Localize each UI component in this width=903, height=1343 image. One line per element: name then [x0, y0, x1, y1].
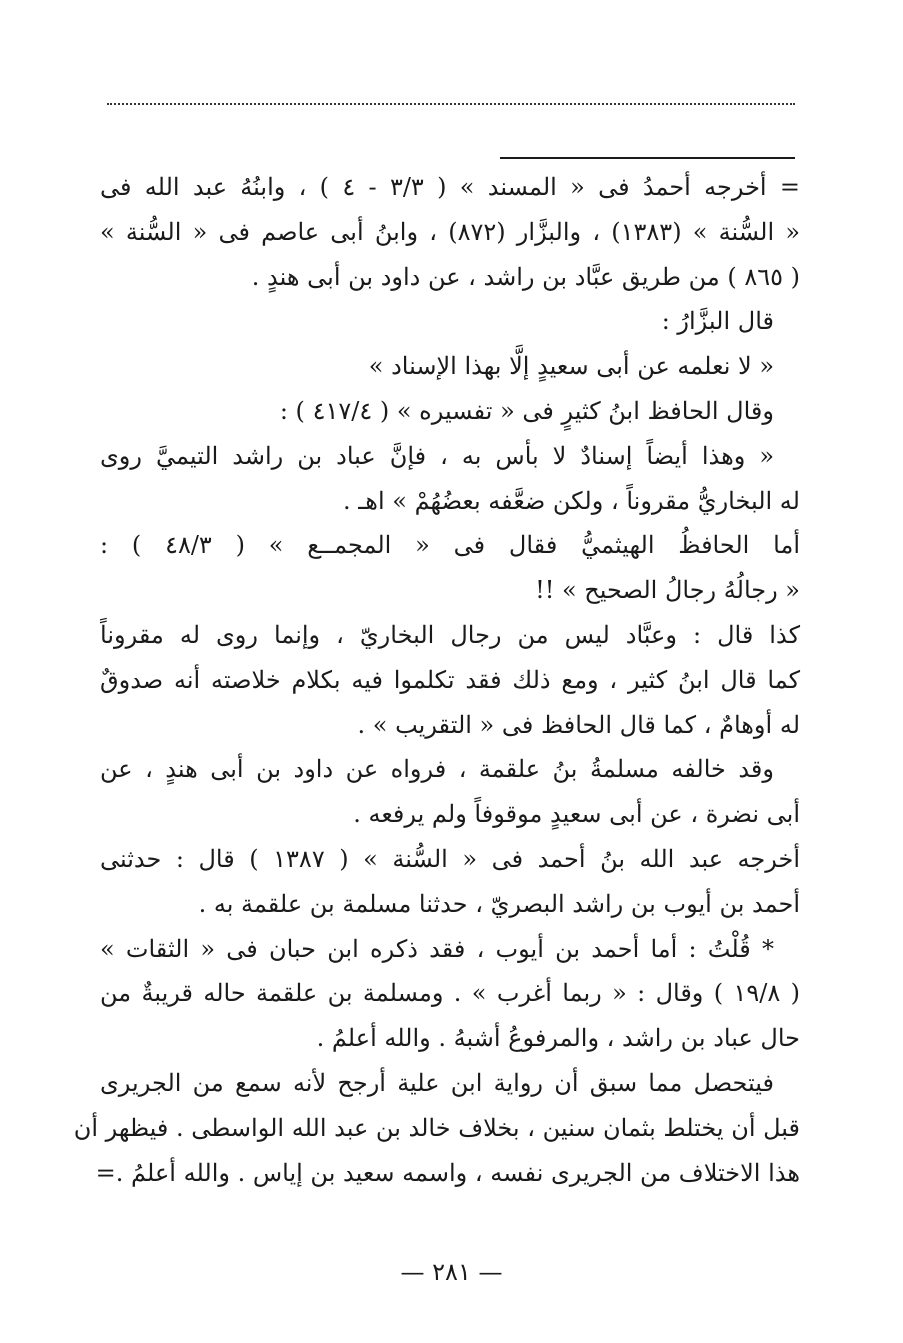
footnote-text: [73, 165, 801, 1195]
text-line: له أوهامٌ ، كما قال الحافظ فى « التقريب » .: [357, 710, 800, 739]
text-line: هذا الاختلاف من الجريرى نفسه ، واسمه سعيد بن إياس . والله أعلمُ .=: [95, 1158, 800, 1187]
text-line: أما الحافظُ الهيثميُّ فقال فى « المجمــع » ( ٤٨/٣ ) :: [100, 531, 800, 560]
text-line: وقال الحافظ ابنُ كثيرٍ فى « تفسيره » ( ٤١٧/٤ ) :: [279, 396, 774, 425]
text-line: أحمد بن أيوب بن راشد البصريّ ، حدثنا مسلمة بن علقمة به .: [198, 889, 800, 918]
text-line: = أخرجه أحمدُ فى « المسند » ( ٣/٣ - ٤ ) ، وابنُهُ عبد الله فى: [100, 173, 800, 201]
text-line: ( ٨٦٥ ) من طريق عبَّاد بن راشد ، عن داود بن أبى هندٍ .: [251, 262, 800, 291]
text-line: ( ١٩/٨ ) وقال : « ربما أغرب » . ومسلمة بن علقمة حاله قريبةٌ من: [100, 979, 800, 1008]
text-line: قال البزَّارُ :: [661, 307, 774, 336]
page-number: — ٢٨١ —: [400, 1258, 503, 1286]
text-line: « السُّنة » (١٣٨٣) ، والبزَّار (٨٧٢) ، وابنُ أبى عاصم فى « السُّنة »: [100, 217, 801, 246]
text-line: أبى نضرة ، عن أبى سعيدٍ موقوفاً ولم يرفعه .: [353, 800, 800, 829]
text-line: فيتحصل مما سبق أن رواية ابن علية أرجح لأنه سمع من الجريرى: [100, 1068, 774, 1097]
text-line: كذا قال : وعبَّاد ليس من رجال البخاريّ ، وإنما روى له مقروناً: [100, 620, 800, 649]
text-line: أخرجه عبد الله بنُ أحمد فى « السُّنة » ( ١٣٨٧ ) قال : حدثنى: [100, 844, 801, 873]
text-line: « لا نعلمه عن أبى سعيدٍ إلَّا بهذا الإسناد »: [368, 352, 774, 381]
text-line: له البخاريُّ مقروناً ، ولكن ضعَّفه بعضُهُمْ » اهـ .: [343, 486, 800, 515]
text-line: * قُلْتُ : أما أحمد بن أيوب ، فقد ذكره ابن حبان فى « الثقات »: [100, 934, 774, 963]
text-line: وقد خالفه مسلمةُ بنُ علقمة ، فرواه عن داود بن أبى هندٍ ، عن: [100, 755, 774, 784]
text-line: حال عباد بن راشد ، والمرفوعُ أشبهُ . والله أعلمُ .: [316, 1024, 800, 1053]
text-line: « وهذا أيضاً إسنادٌ لا بأس به ، فإنَّ عباد بن راشد التيميَّ روى: [100, 441, 774, 470]
footnote-separator: [500, 157, 795, 159]
text-line: « رجالُهُ رجالُ الصحيح » !!: [535, 576, 800, 605]
header-dotted-rule: [107, 103, 795, 105]
text-line: كما قال ابنُ كثير ، ومع ذلك فقد تكلموا فيه بكلام خلاصته أنه صدوقٌ: [100, 665, 800, 694]
text-line: قبل أن يختلط بثمان سنين ، بخلاف خالد بن عبد الله الواسطى . فيظهر أن: [73, 1113, 800, 1142]
